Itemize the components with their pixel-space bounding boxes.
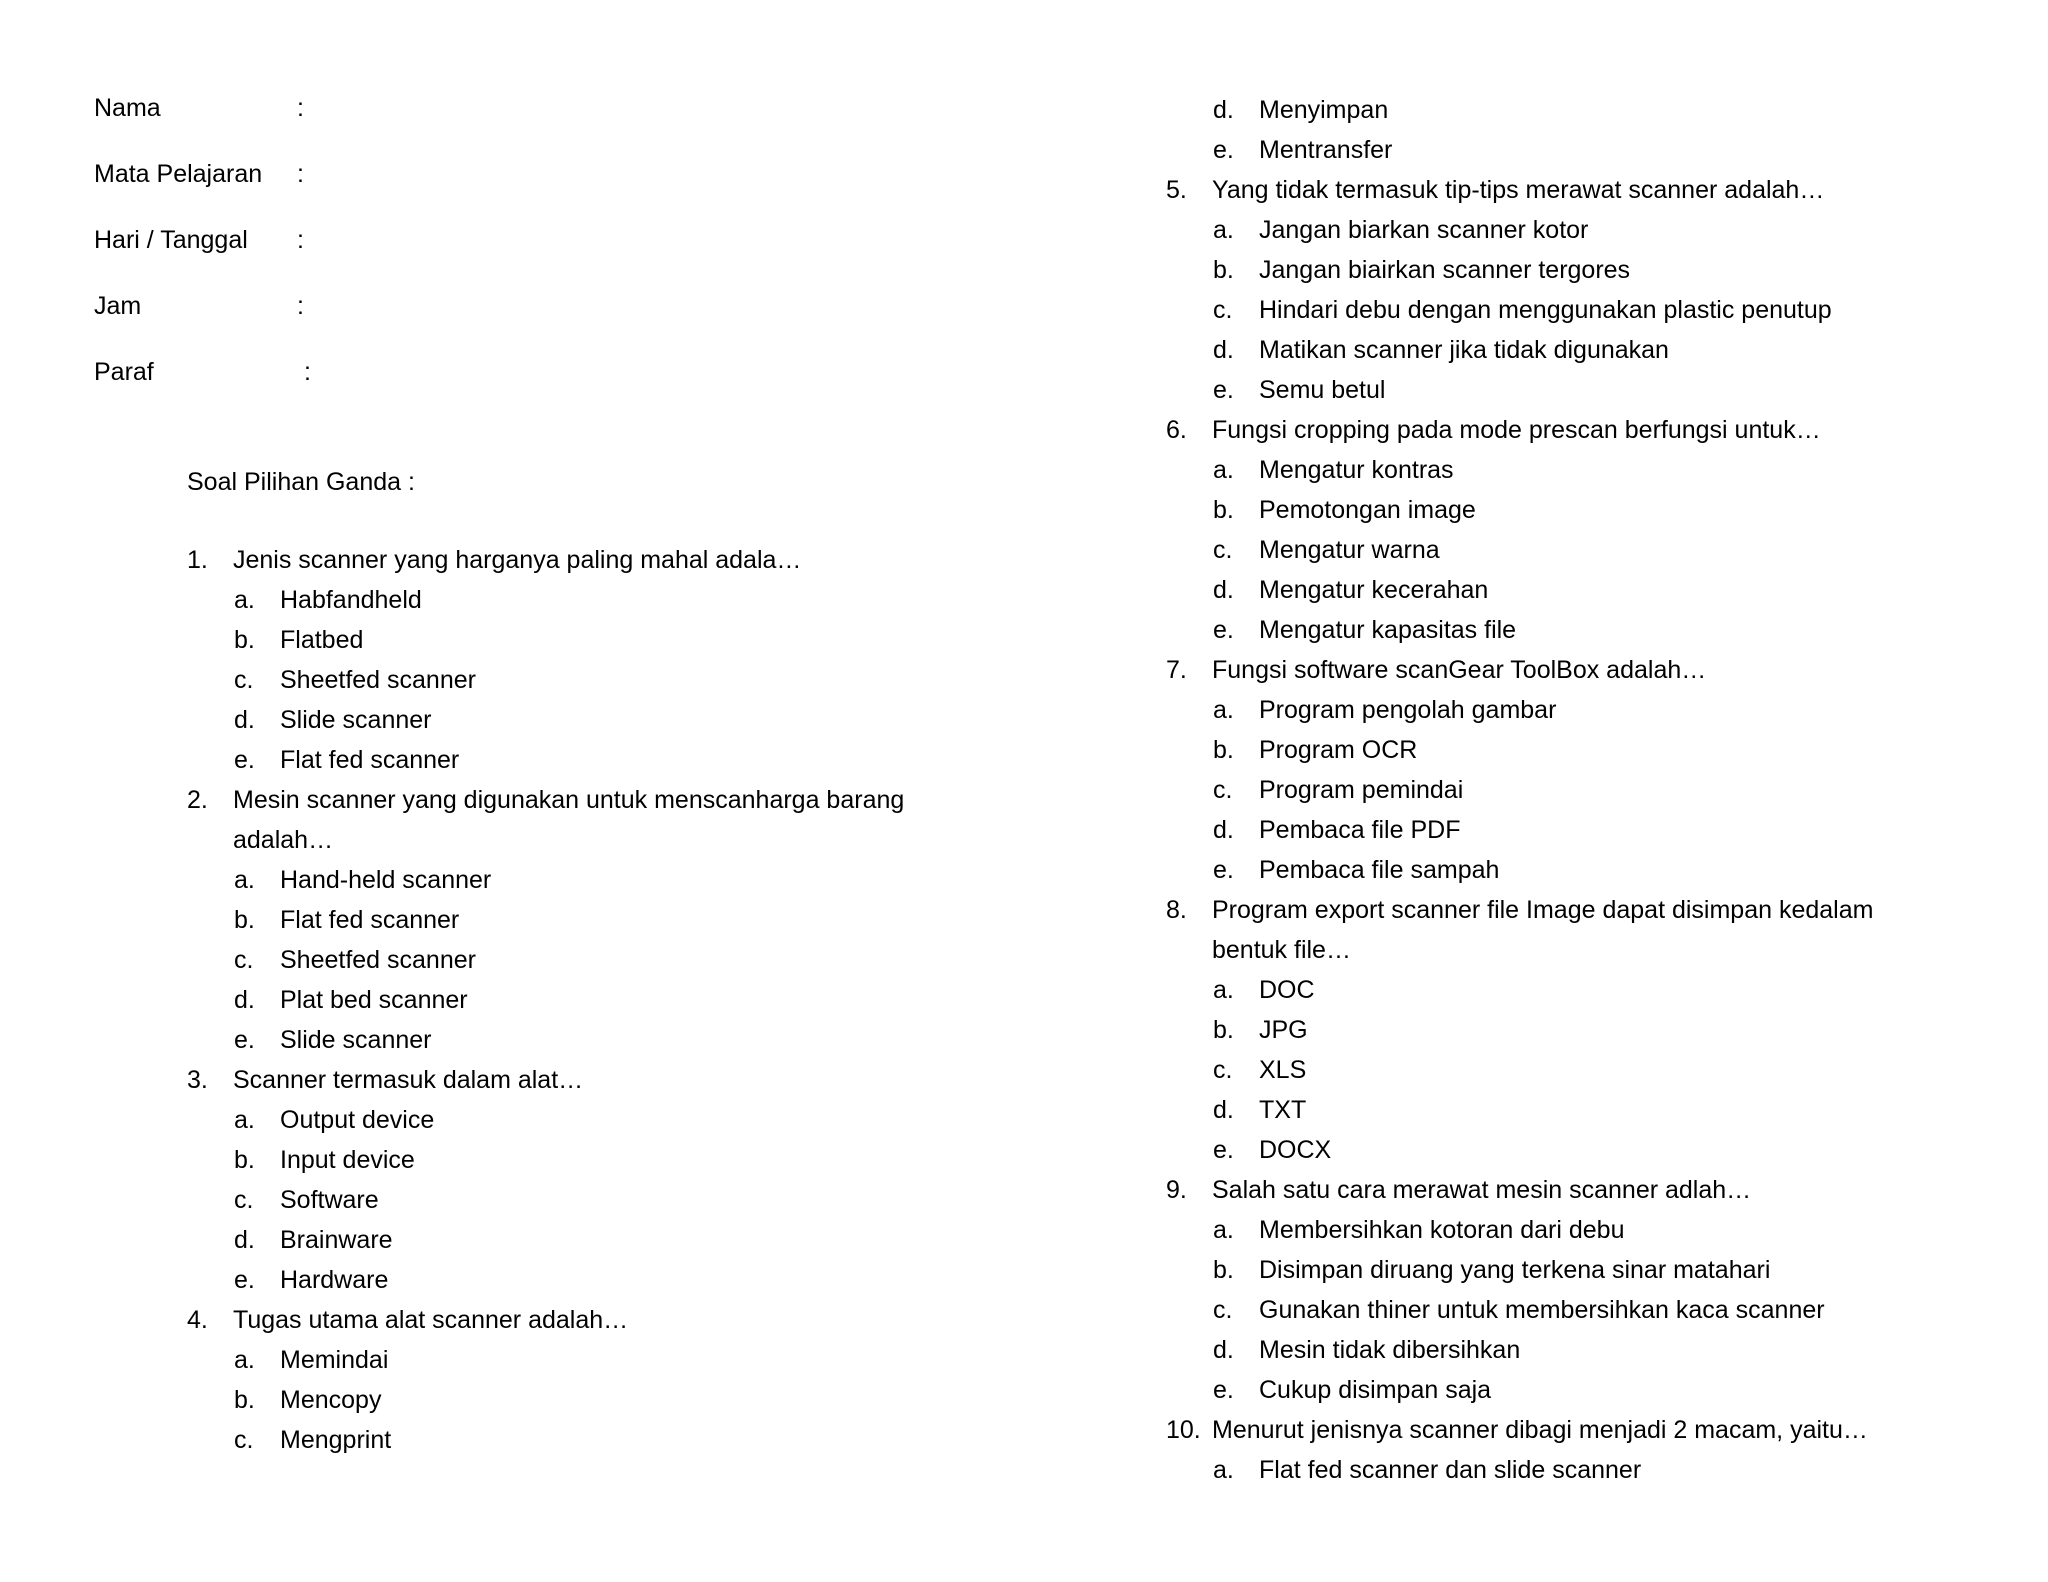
- option-text: Flatbed: [280, 626, 364, 654]
- answer-option: [1166, 530, 2006, 570]
- answer-option: [1166, 1250, 2006, 1290]
- answer-option: [187, 1100, 987, 1140]
- question-text: Menurut jenisnya scanner dibagi menjadi 2 macam, yaitu…: [1212, 1416, 1868, 1444]
- question-block: [1166, 410, 2006, 650]
- question-number: 2.: [187, 786, 208, 814]
- option-text: Gunakan thiner untuk membersihkan kaca scanner: [1259, 1296, 1825, 1324]
- answer-option: [1166, 450, 2006, 490]
- option-text: Hindari debu dengan menggunakan plastic penutup: [1259, 296, 1832, 324]
- answer-option: [187, 1260, 987, 1300]
- option-text: Plat bed scanner: [280, 986, 468, 1014]
- option-text: Pembaca file PDF: [1259, 816, 1461, 844]
- answer-option: [187, 740, 987, 780]
- option-text: Mengatur warna: [1259, 536, 1440, 564]
- option-letter: a.: [1213, 456, 1234, 484]
- option-text: Mengatur kecerahan: [1259, 576, 1489, 604]
- question-number: 4.: [187, 1306, 208, 1334]
- question-block: [187, 1300, 987, 1460]
- option-text: Mengprint: [280, 1426, 392, 1454]
- answer-option: [1166, 1290, 2006, 1330]
- answer-option: [187, 580, 987, 620]
- option-text: Disimpan diruang yang terkena sinar matahari: [1259, 1256, 1771, 1284]
- info-label: Paraf: [94, 358, 154, 386]
- option-letter: a.: [234, 1106, 255, 1134]
- option-letter: d.: [1213, 1096, 1234, 1124]
- option-text: Cukup disimpan saja: [1259, 1376, 1492, 1404]
- option-letter: b.: [1213, 496, 1234, 524]
- answer-option: [1166, 370, 2006, 410]
- option-letter: b.: [234, 1386, 255, 1414]
- question-item: [187, 1300, 987, 1340]
- option-text: DOC: [1259, 976, 1315, 1004]
- option-letter: b.: [1213, 1016, 1234, 1044]
- option-letter: c.: [234, 1186, 254, 1214]
- option-letter: a.: [234, 866, 255, 894]
- answer-option: [187, 1340, 987, 1380]
- option-text: JPG: [1259, 1016, 1308, 1044]
- info-colon: :: [304, 358, 311, 386]
- answer-option: [187, 1140, 987, 1180]
- question-item: [1166, 410, 2006, 450]
- info-colon: :: [297, 94, 304, 122]
- answer-option: [1166, 770, 2006, 810]
- option-letter: e.: [1213, 1136, 1234, 1164]
- option-text: Hardware: [280, 1266, 389, 1294]
- option-letter: c.: [1213, 536, 1233, 564]
- answer-options: [1166, 210, 2006, 410]
- info-colon: :: [297, 160, 304, 188]
- option-text: TXT: [1259, 1096, 1307, 1124]
- option-letter: c.: [1213, 1056, 1233, 1084]
- question-block: [1166, 170, 2006, 410]
- info-colon: :: [297, 226, 304, 254]
- option-letter: c.: [1213, 296, 1233, 324]
- option-letter: d.: [234, 706, 255, 734]
- question-text: Jenis scanner yang harganya paling mahal adala…: [233, 546, 802, 574]
- option-letter: d.: [1213, 1336, 1234, 1364]
- option-letter: a.: [1213, 1216, 1234, 1244]
- answer-option: [1166, 1130, 2006, 1170]
- option-text: Software: [280, 1186, 379, 1214]
- option-letter: c.: [1213, 776, 1233, 804]
- info-row-mata-pelajaran: [94, 154, 594, 220]
- info-colon: :: [297, 292, 304, 320]
- answer-option: [1166, 1450, 2006, 1490]
- answer-option: [187, 1180, 987, 1220]
- question-text: Fungsi software scanGear ToolBox adalah…: [1212, 656, 1707, 684]
- question-text: Salah satu cara merawat mesin scanner adlah…: [1212, 1176, 1752, 1204]
- answer-option: [1166, 290, 2006, 330]
- answer-options: [1166, 1450, 2006, 1490]
- option-text: Mencopy: [280, 1386, 382, 1414]
- question-block: [187, 780, 987, 1060]
- question-block: [187, 540, 987, 780]
- option-text: Flat fed scanner: [280, 746, 460, 774]
- answer-option: [187, 620, 987, 660]
- answer-options: [1166, 1210, 2006, 1410]
- option-letter: a.: [1213, 976, 1234, 1004]
- option-text: Membersihkan kotoran dari debu: [1259, 1216, 1625, 1244]
- answer-option: [1166, 90, 2006, 130]
- info-label: Hari / Tanggal: [94, 226, 248, 254]
- question-block: [1166, 1410, 2006, 1490]
- question-text: Mesin scanner yang digunakan untuk menscanharga barang adalah…: [233, 786, 905, 854]
- answer-option: [187, 1020, 987, 1060]
- answer-option: [1166, 970, 2006, 1010]
- question-item: [1166, 890, 2006, 970]
- option-letter: b.: [234, 906, 255, 934]
- info-row-paraf: [94, 352, 594, 418]
- info-row-nama: [94, 88, 594, 154]
- option-text: Hand-held scanner: [280, 866, 492, 894]
- option-letter: a.: [1213, 216, 1234, 244]
- question-text: Program export scanner file Image dapat disimpan kedalam bentuk file…: [1212, 896, 1874, 964]
- question-block: [1166, 90, 2006, 170]
- answer-option: [187, 860, 987, 900]
- answer-options: [1166, 450, 2006, 650]
- option-text: Pembaca file sampah: [1259, 856, 1500, 884]
- option-letter: e.: [234, 1026, 255, 1054]
- answer-option: [187, 1420, 987, 1460]
- option-letter: a.: [1213, 1456, 1234, 1484]
- answer-options: [1166, 690, 2006, 890]
- option-text: Mentransfer: [1259, 136, 1393, 164]
- question-number: 5.: [1166, 176, 1187, 204]
- questions-column-right: [1166, 90, 2006, 1490]
- option-letter: d.: [1213, 816, 1234, 844]
- option-letter: d.: [1213, 96, 1234, 124]
- answer-option: [1166, 1010, 2006, 1050]
- option-letter: a.: [234, 586, 255, 614]
- option-text: Mengatur kontras: [1259, 456, 1454, 484]
- answer-options: [1166, 970, 2006, 1170]
- question-text: Yang tidak termasuk tip-tips merawat scanner adalah…: [1212, 176, 1825, 204]
- answer-option: [1166, 1210, 2006, 1250]
- question-item: [187, 1060, 987, 1100]
- option-letter: b.: [1213, 1256, 1234, 1284]
- answer-option: [1166, 490, 2006, 530]
- answer-option: [1166, 690, 2006, 730]
- option-letter: e.: [1213, 616, 1234, 644]
- option-letter: d.: [234, 1226, 255, 1254]
- option-letter: c.: [1213, 1296, 1233, 1324]
- answer-option: [1166, 570, 2006, 610]
- option-letter: c.: [234, 946, 254, 974]
- question-item: [1166, 1410, 2006, 1450]
- question-number: 1.: [187, 546, 208, 574]
- option-letter: a.: [234, 1346, 255, 1374]
- question-number: 3.: [187, 1066, 208, 1094]
- questions-column-left: [187, 540, 987, 1460]
- option-text: Jangan biarkan scanner kotor: [1259, 216, 1589, 244]
- option-text: Input device: [280, 1146, 415, 1174]
- question-text: Scanner termasuk dalam alat…: [233, 1066, 584, 1094]
- question-number: 8.: [1166, 896, 1187, 924]
- answer-option: [1166, 250, 2006, 290]
- answer-option: [187, 1220, 987, 1260]
- question-item: [1166, 650, 2006, 690]
- option-letter: e.: [1213, 376, 1234, 404]
- option-text: Matikan scanner jika tidak digunakan: [1259, 336, 1669, 364]
- answer-options: [187, 1100, 987, 1300]
- option-letter: b.: [234, 1146, 255, 1174]
- option-letter: c.: [234, 1426, 254, 1454]
- answer-option: [1166, 1090, 2006, 1130]
- option-text: Pemotongan image: [1259, 496, 1476, 524]
- option-letter: e.: [1213, 136, 1234, 164]
- answer-options: [187, 1340, 987, 1460]
- answer-option: [187, 980, 987, 1020]
- option-text: Slide scanner: [280, 1026, 432, 1054]
- question-text: Fungsi cropping pada mode prescan berfungsi untuk…: [1212, 416, 1821, 444]
- option-text: Semu betul: [1259, 376, 1386, 404]
- info-label: Jam: [94, 292, 142, 320]
- option-text: XLS: [1259, 1056, 1307, 1084]
- question-number: 10.: [1166, 1416, 1201, 1444]
- question-item: [1166, 170, 2006, 210]
- option-text: Brainware: [280, 1226, 393, 1254]
- info-row-hari-tanggal: [94, 220, 594, 286]
- answer-option: [1166, 130, 2006, 170]
- option-text: Program pemindai: [1259, 776, 1464, 804]
- option-letter: b.: [1213, 256, 1234, 284]
- question-item: [187, 780, 987, 860]
- answer-option: [1166, 1050, 2006, 1090]
- option-text: Flat fed scanner dan slide scanner: [1259, 1456, 1642, 1484]
- option-text: Menyimpan: [1259, 96, 1389, 124]
- info-row-jam: [94, 286, 594, 352]
- option-text: Flat fed scanner: [280, 906, 460, 934]
- option-letter: c.: [234, 666, 254, 694]
- question-number: 7.: [1166, 656, 1187, 684]
- option-text: Sheetfed scanner: [280, 946, 476, 974]
- question-number: 9.: [1166, 1176, 1187, 1204]
- question-block: [1166, 650, 2006, 890]
- question-block: [187, 1060, 987, 1300]
- option-letter: e.: [234, 746, 255, 774]
- option-text: Mesin tidak dibersihkan: [1259, 1336, 1521, 1364]
- answer-option: [1166, 210, 2006, 250]
- answer-options: [1166, 90, 2006, 170]
- option-text: Jangan biairkan scanner tergores: [1259, 256, 1631, 284]
- option-letter: e.: [1213, 856, 1234, 884]
- answer-options: [187, 580, 987, 780]
- info-label: Mata Pelajaran: [94, 160, 263, 188]
- option-text: Mengatur kapasitas file: [1259, 616, 1517, 644]
- option-letter: b.: [1213, 736, 1234, 764]
- answer-option: [187, 1380, 987, 1420]
- question-item: [1166, 1170, 2006, 1210]
- option-letter: e.: [234, 1266, 255, 1294]
- question-block: [1166, 890, 2006, 1170]
- option-letter: b.: [234, 626, 255, 654]
- question-number: 6.: [1166, 416, 1187, 444]
- answer-option: [1166, 850, 2006, 890]
- section-title: Soal Pilihan Ganda :: [187, 468, 415, 496]
- option-text: Memindai: [280, 1346, 389, 1374]
- answer-option: [187, 940, 987, 980]
- question-item: [187, 540, 987, 580]
- option-text: Program pengolah gambar: [1259, 696, 1557, 724]
- option-text: Habfandheld: [280, 586, 422, 614]
- answer-option: [187, 900, 987, 940]
- option-text: Output device: [280, 1106, 435, 1134]
- option-letter: d.: [234, 986, 255, 1014]
- info-label: Nama: [94, 94, 161, 122]
- answer-option: [1166, 810, 2006, 850]
- option-text: Program OCR: [1259, 736, 1418, 764]
- option-text: DOCX: [1259, 1136, 1332, 1164]
- answer-option: [1166, 610, 2006, 650]
- option-letter: a.: [1213, 696, 1234, 724]
- student-info-block: [94, 88, 594, 418]
- answer-option: [1166, 1330, 2006, 1370]
- answer-option: [1166, 730, 2006, 770]
- answer-option: [1166, 330, 2006, 370]
- question-text: Tugas utama alat scanner adalah…: [233, 1306, 629, 1334]
- answer-option: [1166, 1370, 2006, 1410]
- option-letter: d.: [1213, 336, 1234, 364]
- option-text: Slide scanner: [280, 706, 432, 734]
- option-letter: e.: [1213, 1376, 1234, 1404]
- option-text: Sheetfed scanner: [280, 666, 476, 694]
- answer-options: [187, 860, 987, 1060]
- question-block: [1166, 1170, 2006, 1410]
- answer-option: [187, 700, 987, 740]
- option-letter: d.: [1213, 576, 1234, 604]
- answer-option: [187, 660, 987, 700]
